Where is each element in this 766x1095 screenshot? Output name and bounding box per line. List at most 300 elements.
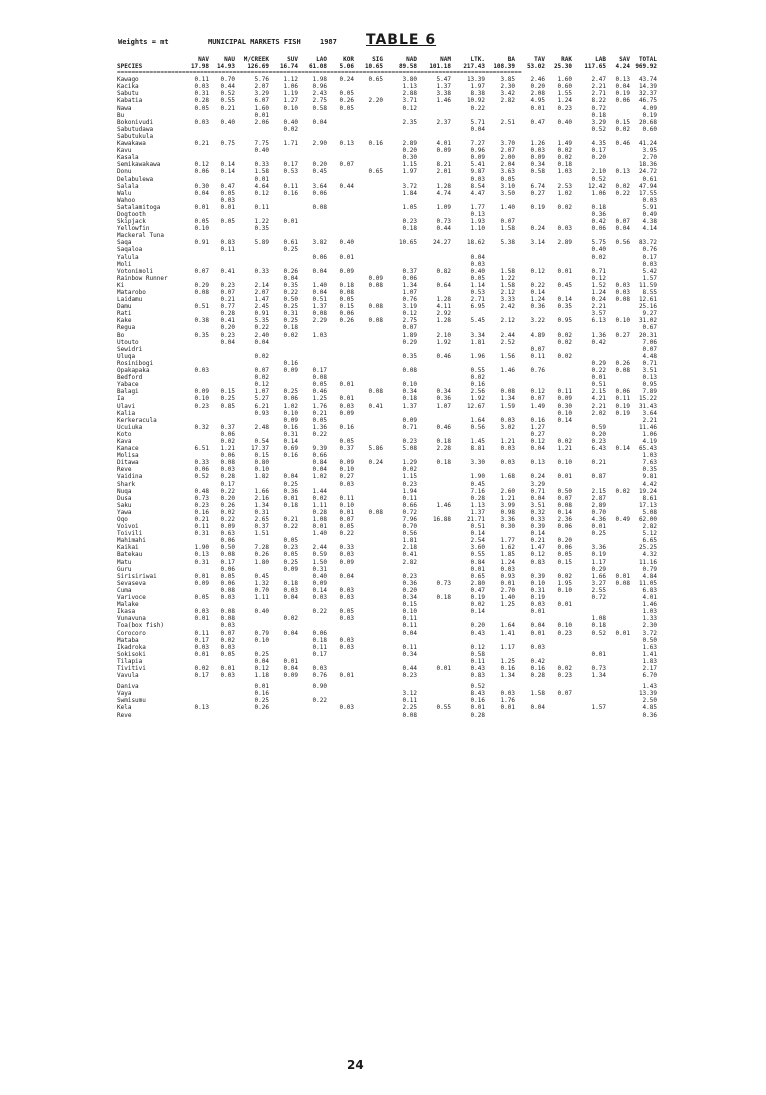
table-row: [117, 580, 657, 587]
column-header: 126.69: [247, 63, 269, 71]
weight-cell: 6.70: [642, 672, 657, 680]
weight-cell: [183, 176, 209, 183]
weight-cell: [545, 644, 572, 651]
weight-cell: 0.72: [591, 594, 606, 602]
weight-cell: 4.64: [254, 182, 269, 190]
column-header: 101.18: [429, 63, 451, 71]
weight-cell: 2.51: [500, 118, 515, 126]
weight-cell: [298, 712, 327, 719]
weight-cell: [327, 697, 354, 704]
weight-cell: [606, 459, 630, 466]
weight-cell: 0.17: [312, 367, 327, 375]
weight-cell: 0.06: [312, 253, 327, 261]
weight-cell: [327, 622, 354, 629]
weight-cell: 14.39: [638, 83, 657, 91]
table-row: [117, 190, 657, 197]
weight-cell: 0.09: [283, 367, 298, 375]
weight-cell: 0.01: [470, 565, 485, 573]
weight-cell: [383, 261, 417, 268]
weight-cell: [327, 346, 354, 353]
weight-cell: [327, 332, 354, 339]
weight-cell: 0.04: [402, 629, 417, 637]
weight-cell: 0.21: [220, 104, 235, 112]
weight-cell: 0.05: [220, 572, 235, 580]
weight-cell: [327, 275, 354, 282]
weight-cell: [417, 544, 451, 551]
weight-cell: 0.16: [368, 140, 383, 148]
weight-cell: [354, 339, 383, 346]
weight-cell: 0.01: [530, 608, 545, 616]
table-row: [117, 644, 657, 651]
weight-cell: 1.05: [402, 203, 417, 211]
weight-cell: 0.09: [220, 523, 235, 531]
weight-cell: 1.81: [470, 338, 485, 346]
weight-cell: 0.09: [339, 459, 354, 467]
weight-cell: 0.31: [194, 90, 209, 98]
weight-cell: 1.46: [436, 97, 451, 105]
weight-cell: [383, 176, 417, 183]
weight-cell: [298, 353, 327, 360]
weight-cell: [354, 495, 383, 502]
weight-cell: 0.20: [312, 161, 327, 169]
weight-cell: [451, 112, 485, 119]
weight-cell: [417, 622, 451, 629]
weight-cell: 1.40: [312, 281, 327, 289]
weight-cell: 0.01: [220, 203, 235, 211]
species-name: Delabulewa: [117, 175, 154, 183]
weight-cell: 0.22: [312, 697, 327, 705]
weight-cell: [209, 254, 235, 261]
weight-cell: 0.05: [283, 551, 298, 559]
weight-cell: 1.22: [500, 274, 515, 282]
weight-cell: 0.61: [642, 175, 657, 183]
weight-cell: 4.85: [642, 704, 657, 712]
weight-cell: [606, 644, 630, 651]
weight-cell: 0.54: [254, 437, 269, 445]
weight-cell: 0.10: [194, 225, 209, 233]
weight-cell: 0.08: [220, 459, 235, 467]
weight-cell: 3.42: [500, 90, 515, 98]
weight-cell: 0.31: [283, 310, 298, 318]
weight-cell: [354, 126, 383, 133]
weight-cell: [606, 601, 630, 608]
weight-cell: 0.28: [220, 310, 235, 318]
table-row: [117, 431, 657, 438]
weight-cell: [606, 502, 630, 509]
weight-cell: 2.15: [591, 388, 606, 396]
weight-cell: [354, 622, 383, 629]
weight-cell: 0.13: [470, 210, 485, 218]
weight-cell: 0.06: [557, 523, 572, 531]
weight-cell: [572, 644, 606, 651]
column-header: LTK.: [470, 56, 485, 63]
weight-cell: 0.03: [220, 672, 235, 680]
weight-cell: 0.05: [339, 437, 354, 445]
weight-cell: [417, 466, 451, 473]
weight-cell: 5.41: [470, 161, 485, 169]
weight-cell: 0.37: [254, 523, 269, 531]
weight-cell: [183, 353, 209, 360]
weight-cell: [606, 147, 630, 154]
weight-cell: 0.30: [500, 523, 515, 531]
weight-cell: [515, 197, 545, 204]
weight-cell: 0.02: [557, 154, 572, 162]
table-row: [117, 690, 657, 697]
weight-cell: [354, 133, 383, 140]
weight-cell: [515, 360, 545, 367]
weight-cell: [606, 381, 630, 388]
weight-cell: 0.03: [283, 586, 298, 594]
weight-cell: [298, 339, 327, 346]
weight-cell: [354, 566, 383, 573]
weight-cell: 0.22: [312, 430, 327, 438]
weight-cell: 0.11: [194, 523, 209, 531]
species-name: Rosinibogi: [117, 359, 154, 367]
weight-cell: 2.16: [254, 494, 269, 502]
weight-cell: 0.22: [470, 104, 485, 112]
species-name: Bo: [117, 331, 125, 339]
weight-cell: [183, 417, 209, 424]
weight-cell: 0.05: [220, 218, 235, 226]
weight-cell: 0.51: [591, 381, 606, 389]
weight-cell: 1.46: [642, 601, 657, 609]
weight-cell: [485, 346, 515, 353]
weight-cell: 0.11: [402, 643, 417, 651]
weight-cell: 1.77: [470, 203, 485, 211]
species-name: Matarobo: [117, 289, 146, 296]
weight-cell: 10.65: [398, 239, 417, 247]
weight-cell: [417, 112, 451, 119]
weight-cell: 1.02: [312, 473, 327, 481]
weight-cell: 5.76: [254, 76, 269, 84]
weight-cell: 0.25: [283, 303, 298, 311]
weight-cell: [183, 381, 209, 388]
species-name: Sevaseva: [117, 579, 146, 587]
weight-cell: [572, 197, 606, 204]
weight-cell: 0.09: [283, 565, 298, 573]
weight-cell: 0.02: [220, 437, 235, 445]
table-row: [117, 566, 657, 573]
weight-cell: [451, 431, 485, 438]
weight-cell: 0.03: [220, 622, 235, 630]
weight-cell: 0.08: [220, 608, 235, 616]
weight-cell: [485, 481, 515, 488]
weight-cell: [354, 161, 383, 168]
weight-cell: 1.96: [470, 352, 485, 360]
weight-cell: 0.46: [436, 423, 451, 431]
weight-cell: 0.15: [254, 452, 269, 460]
weight-cell: 0.84: [470, 558, 485, 566]
weight-cell: [545, 289, 572, 296]
weight-cell: [545, 133, 572, 140]
weight-cell: [606, 566, 630, 573]
weight-cell: 0.03: [339, 704, 354, 712]
table-row: [117, 637, 657, 644]
weight-cell: [209, 410, 235, 417]
weight-cell: 31.02: [638, 317, 657, 325]
weight-cell: [606, 495, 630, 502]
weight-cell: [545, 637, 572, 644]
species-name: Kake: [117, 317, 132, 325]
species-name: Voivoi: [117, 523, 139, 531]
weight-cell: 0.23: [402, 672, 417, 680]
weight-cell: 0.02: [220, 636, 235, 644]
weight-cell: [545, 431, 572, 438]
weight-cell: [606, 417, 630, 424]
weight-cell: 0.70: [591, 508, 606, 516]
weight-cell: 0.09: [312, 579, 327, 587]
weight-cell: 1.57: [591, 704, 606, 712]
species-name: Yellowfin: [117, 225, 150, 233]
weight-cell: 1.62: [500, 544, 515, 552]
weight-cell: 1.21: [500, 494, 515, 502]
weight-cell: 0.21: [530, 537, 545, 545]
table-row: [117, 353, 657, 360]
table-row: [117, 239, 657, 246]
weight-cell: 2.21: [591, 402, 606, 410]
weight-cell: 3.22: [530, 317, 545, 325]
weight-cell: 0.06: [312, 189, 327, 197]
weight-cell: [606, 712, 630, 719]
weight-cell: 1.58: [500, 267, 515, 275]
weight-cell: 0.07: [220, 289, 235, 296]
weight-cell: [354, 112, 383, 119]
weight-cell: 46.75: [638, 97, 657, 105]
weight-cell: [269, 697, 298, 704]
weight-cell: [235, 275, 269, 282]
species-name: Skipjack: [117, 218, 146, 226]
weight-cell: [298, 225, 327, 232]
weight-cell: 2.89: [591, 501, 606, 509]
weight-cell: 0.03: [194, 118, 209, 126]
weight-cell: 5.91: [642, 203, 657, 211]
weight-cell: 0.32: [194, 423, 209, 431]
weight-cell: [485, 452, 515, 459]
weight-cell: 0.03: [339, 402, 354, 410]
weight-cell: [606, 204, 630, 211]
weight-cell: 0.13: [530, 459, 545, 467]
weight-cell: [298, 438, 327, 445]
weight-cell: 19.24: [638, 487, 657, 495]
weight-cell: 8.55: [642, 289, 657, 296]
weight-cell: 0.38: [194, 317, 209, 325]
weight-cell: [606, 594, 630, 601]
weight-cell: [327, 658, 354, 665]
weight-cell: 7.28: [254, 544, 269, 552]
weight-cell: [235, 133, 269, 140]
weight-cell: [485, 466, 515, 473]
weight-cell: 0.24: [530, 473, 545, 481]
table-row: [117, 395, 657, 402]
weight-cell: 0.52: [591, 175, 606, 183]
weight-cell: 3.38: [436, 90, 451, 98]
weight-cell: [606, 452, 630, 459]
weight-cell: 0.45: [312, 168, 327, 176]
weight-cell: 0.27: [530, 430, 545, 438]
weight-cell: 2.87: [591, 494, 606, 502]
weight-cell: 0.75: [220, 140, 235, 148]
weight-cell: 0.23: [402, 572, 417, 580]
weight-cell: [417, 690, 451, 697]
weight-cell: 0.19: [470, 594, 485, 602]
weight-cell: [606, 268, 630, 275]
weight-cell: 6.07: [254, 97, 269, 105]
weight-cell: 0.36: [436, 395, 451, 403]
weight-cell: [354, 410, 383, 417]
weight-cell: [606, 353, 630, 360]
weight-cell: 3.34: [470, 331, 485, 339]
table-row: [117, 317, 657, 324]
weight-cell: [269, 608, 298, 615]
weight-cell: [417, 651, 451, 658]
weight-cell: [630, 232, 657, 239]
weight-cell: [298, 690, 327, 697]
weight-cell: [417, 630, 451, 637]
weight-cell: [235, 712, 269, 719]
weight-cell: 9.27: [642, 310, 657, 318]
weight-cell: 0.01: [339, 253, 354, 261]
weight-cell: 0.22: [283, 289, 298, 296]
weight-cell: 0.08: [220, 551, 235, 559]
weight-cell: 0.31: [283, 430, 298, 438]
weight-cell: 0.65: [368, 168, 383, 176]
weight-cell: 6.21: [254, 402, 269, 410]
weight-cell: 0.23: [591, 437, 606, 445]
species-name: Dogtooth: [117, 210, 146, 218]
weight-cell: [298, 601, 327, 608]
species-name: Bu: [117, 111, 125, 119]
weight-cell: 3.85: [500, 76, 515, 84]
weight-cell: 1.66: [591, 572, 606, 580]
weight-cell: [354, 615, 383, 622]
weight-cell: 0.08: [194, 289, 209, 296]
weight-cell: 0.23: [557, 672, 572, 680]
weight-cell: 0.60: [642, 125, 657, 133]
weight-cell: 0.71: [591, 267, 606, 275]
weight-cell: [269, 254, 298, 261]
weight-cell: 0.08: [615, 296, 630, 304]
weight-cell: 8.81: [470, 445, 485, 453]
weight-cell: 0.01: [470, 704, 485, 712]
weight-cell: 0.11: [283, 182, 298, 190]
weight-cell: [545, 310, 572, 317]
weight-cell: 0.79: [642, 565, 657, 573]
weight-cell: 43.74: [638, 76, 657, 84]
weight-cell: [451, 346, 485, 353]
table-row: [117, 530, 657, 537]
weight-cell: [354, 690, 383, 697]
weight-cell: [630, 133, 657, 140]
weight-cell: 1.98: [312, 76, 327, 84]
table-row: [117, 495, 657, 502]
weight-cell: 2.70: [642, 154, 657, 162]
weight-cell: 1.11: [312, 501, 327, 509]
weight-cell: 1.66: [254, 487, 269, 495]
weight-cell: 0.30: [194, 182, 209, 190]
weight-cell: 0.09: [530, 154, 545, 162]
weight-cell: 0.08: [557, 501, 572, 509]
weight-cell: 12.67: [466, 402, 485, 410]
weight-cell: 3.80: [402, 76, 417, 84]
weight-cell: [545, 712, 572, 719]
weight-cell: [269, 232, 298, 239]
table-row: [117, 133, 657, 140]
weight-cell: 0.63: [220, 530, 235, 538]
weight-cell: 0.43: [470, 664, 485, 672]
weight-cell: 0.28: [530, 672, 545, 680]
weight-cell: 0.10: [254, 636, 269, 644]
weight-cell: 0.16: [283, 359, 298, 367]
column-code-row: [117, 56, 657, 63]
weight-cell: [417, 289, 451, 296]
weight-cell: 7.75: [254, 140, 269, 148]
weight-cell: 2.01: [436, 168, 451, 176]
weight-cell: [451, 133, 485, 140]
species-name: Uluqa: [117, 352, 136, 360]
weight-cell: 0.11: [402, 697, 417, 705]
weight-cell: 0.02: [557, 147, 572, 155]
weight-cell: [209, 601, 235, 608]
weight-cell: 1.83: [642, 657, 657, 665]
weight-cell: 0.56: [470, 423, 485, 431]
weight-cell: 0.33: [530, 516, 545, 523]
weight-cell: 1.07: [254, 388, 269, 396]
weight-cell: 3.82: [312, 239, 327, 247]
weight-cell: [572, 261, 606, 268]
weight-cell: 0.67: [642, 324, 657, 332]
weight-cell: 0.14: [557, 296, 572, 304]
weight-cell: 0.23: [283, 544, 298, 552]
weight-cell: 0.08: [615, 367, 630, 375]
weight-cell: 0.01: [591, 374, 606, 382]
weight-cell: [417, 105, 451, 112]
weight-cell: 3.72: [642, 629, 657, 637]
species-name: Guru: [117, 565, 132, 573]
weight-cell: 0.18: [402, 395, 417, 403]
weight-cell: 0.16: [530, 416, 545, 424]
weight-cell: 1.19: [283, 90, 298, 98]
weight-cell: 2.21: [642, 416, 657, 424]
weight-cell: [572, 601, 606, 608]
weight-cell: 0.25: [283, 317, 298, 325]
weight-cell: 11.59: [638, 281, 657, 289]
weight-cell: [298, 537, 327, 544]
weight-cell: [209, 374, 235, 381]
weight-cell: [298, 324, 327, 331]
weight-cell: 13.39: [466, 76, 485, 84]
table-row: [117, 119, 657, 126]
weight-cell: 0.05: [194, 104, 209, 112]
weight-cell: [417, 637, 451, 644]
weight-cell: 5.75: [591, 239, 606, 247]
weight-cell: 0.52: [194, 473, 209, 481]
weight-cell: [354, 637, 383, 644]
weight-cell: [383, 197, 417, 204]
weight-cell: [515, 637, 545, 644]
species-name: Bokonivudi: [117, 118, 154, 126]
weight-cell: 0.46: [615, 140, 630, 148]
weight-cell: 0.03: [642, 260, 657, 268]
weight-cell: 2.40: [254, 331, 269, 339]
weight-cell: 1.77: [500, 537, 515, 545]
table-row: [117, 544, 657, 551]
weight-cell: 0.26: [339, 97, 354, 105]
weight-cell: 0.03: [470, 260, 485, 268]
weight-cell: 2.30: [500, 83, 515, 91]
weight-cell: [485, 254, 515, 261]
weight-cell: [383, 346, 417, 353]
weight-cell: [327, 374, 354, 381]
